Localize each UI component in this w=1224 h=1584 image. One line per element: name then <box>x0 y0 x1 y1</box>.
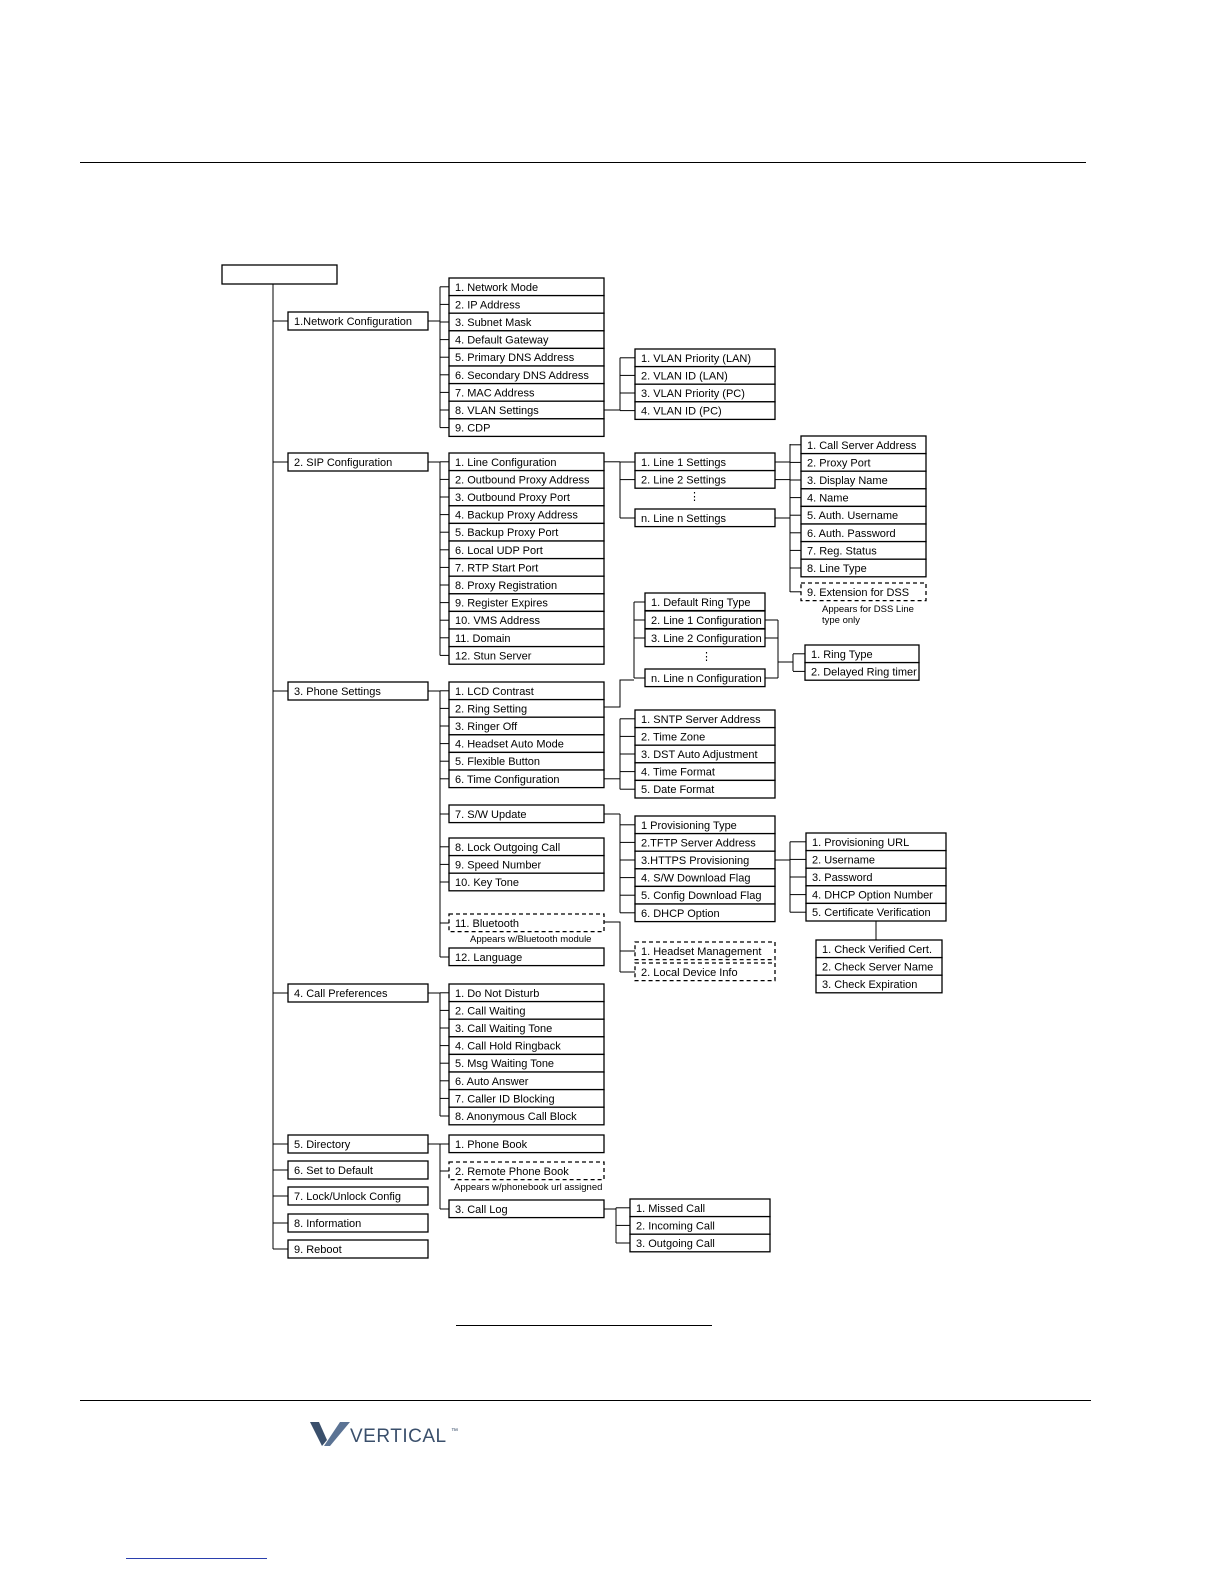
menu-item-4-default-gateway <box>449 331 604 349</box>
menu-item-label: 1. Network Mode <box>455 281 539 294</box>
menu-item-label: 8. Information <box>294 1218 362 1230</box>
menu-item-6-auto-answer <box>449 1072 604 1090</box>
menu-item-label: n. Line n Settings <box>641 512 727 525</box>
menu-item-n-line-n-settings <box>635 509 775 527</box>
remote-phonebook-note: Appears w/phonebook url assigned <box>454 1182 603 1193</box>
menu-item-10-vms-address <box>449 611 604 629</box>
menu-item-1-provisioning-type <box>635 816 775 834</box>
dss-note-line2: type only <box>822 615 861 626</box>
menu-item-label: 1. Check Verified Cert. <box>822 943 933 956</box>
menu-item-label: 1. Provisioning URL <box>812 836 910 849</box>
menu-item-1-headset-management <box>635 942 775 960</box>
menu-item-1-call-server-address <box>801 436 926 454</box>
menu-item-8-anonymous-call-block <box>449 1107 604 1125</box>
menu-item-label: 1. Do Not Disturb <box>455 987 540 1000</box>
menu-item-2-incoming-call <box>630 1217 770 1235</box>
menu-item-label: 2. SIP Configuration <box>294 457 393 469</box>
menu-item-label: 3. Outbound Proxy Port <box>455 492 570 504</box>
menu-item-5-primary-dns-address <box>449 348 604 366</box>
menu-item-label: 12. Stun Server <box>455 650 532 663</box>
menu-item-1-do-not-disturb <box>449 984 604 1002</box>
menu-item-label: 3. Subnet Mask <box>455 317 532 329</box>
menu-item-label: 2. Incoming Call <box>636 1220 715 1233</box>
menu-item-label: 2. Delayed Ring timer <box>811 666 917 679</box>
menu-item-label: 7. RTP Start Port <box>455 562 539 575</box>
menu-item-8-vlan-settings <box>449 401 604 419</box>
menu-item-label: 2. Line 2 Settings <box>641 474 727 487</box>
ellipsis-mark: ⋮ <box>701 651 712 663</box>
menu-item-2-proxy-port <box>801 454 926 472</box>
menu-item-12-language <box>449 948 604 966</box>
menu-item-label: 9. Register Expires <box>455 597 548 610</box>
menu-item-label: 2. Remote Phone Book <box>455 1165 569 1178</box>
menu-item-7-mac-address <box>449 384 604 402</box>
menu-item-label: 4. Headset Auto Mode <box>455 738 564 751</box>
menu-item-label: 1. Ring Type <box>811 648 873 661</box>
menu-item-3-subnet-mask <box>449 313 604 331</box>
menu-item-6-secondary-dns-address <box>449 366 604 384</box>
menu-item-label: 8. Proxy Registration <box>455 580 558 592</box>
menu-item-1-network-configuration <box>288 312 428 330</box>
menu-item-2-time-zone <box>635 728 775 746</box>
menu-item-label: 4. Name <box>807 492 849 505</box>
menu-item-7-reg-status <box>801 542 926 560</box>
menu-item-label: 5. Primary DNS Address <box>455 352 575 365</box>
menu-item-label: 5. Auth. Username <box>807 510 899 523</box>
menu-item-label: 2.TFTP Server Address <box>641 837 756 850</box>
menu-item-label: 4. VLAN ID (PC) <box>641 405 722 418</box>
menu-item-label: 5. Certificate Verification <box>812 907 931 920</box>
menu-item-5-msg-waiting-tone <box>449 1054 604 1072</box>
menu-item-3-outgoing-call <box>630 1234 770 1252</box>
menu-item-5-directory <box>288 1135 428 1153</box>
menu-item-label: 11. Bluetooth <box>455 917 520 930</box>
menu-item-2-remote-phone-book <box>449 1162 604 1180</box>
menu-item-8-proxy-registration <box>449 576 604 594</box>
menu-item-3-display-name <box>801 471 926 489</box>
menu-item-label: 2. Call Waiting <box>455 1005 526 1018</box>
menu-item-9-reboot <box>288 1240 428 1258</box>
menu-item-label: 2. Outbound Proxy Address <box>455 474 590 487</box>
menu-item-3-check-expiration <box>816 975 942 993</box>
menu-item-label: 1. VLAN Priority (LAN) <box>641 352 752 365</box>
menu-item-7-caller-id-blocking <box>449 1090 604 1108</box>
menu-item-label: 8. Lock Outgoing Call <box>455 841 561 854</box>
menu-item-label: 2. Local Device Info <box>641 966 738 979</box>
menu-item-label: 7. Lock/Unlock Config <box>294 1191 401 1203</box>
menu-item-5-certificate-verification <box>806 903 946 921</box>
menu-item-6-auth-password <box>801 524 926 542</box>
menu-item-9-cdp <box>449 419 604 437</box>
menu-item-2-ip-address <box>449 296 604 314</box>
menu-item-4-call-preferences <box>288 984 428 1002</box>
menu-item-label: 8. VLAN Settings <box>455 405 539 417</box>
menu-item-4-dhcp-option-number <box>806 886 946 904</box>
menu-item-7-s-w-update <box>449 805 604 823</box>
menu-item-label: 2. Username <box>812 854 875 867</box>
menu-item-5-config-download-flag <box>635 886 775 904</box>
caption-underline <box>456 1325 712 1326</box>
bottom-link-underline <box>126 1558 267 1559</box>
menu-item-6-set-to-default <box>288 1161 428 1179</box>
menu-item-9-register-expires <box>449 594 604 612</box>
menu-item-1-check-verified-cert <box>816 940 942 958</box>
menu-item-label: 3. Display Name <box>807 475 888 487</box>
menu-item-3-phone-settings <box>288 682 428 700</box>
menu-item-label: 12. Language <box>455 951 523 964</box>
menu-item-4-name <box>801 489 926 507</box>
menu-item-1-phone-book <box>449 1135 604 1153</box>
menu-item-label: 6. Auto Answer <box>455 1075 529 1088</box>
menu-item-label: 1. Call Server Address <box>807 439 917 452</box>
menu-item-3-ringer-off <box>449 717 604 735</box>
menu-item-6-time-configuration <box>449 770 604 788</box>
menu-item-undefined <box>222 265 337 284</box>
menu-item-8-lock-outgoing-call <box>449 838 604 856</box>
menu-item-label: 3. Call Waiting Tone <box>455 1023 553 1035</box>
menu-item-label: 9. Speed Number <box>455 859 542 872</box>
menu-item-3-vlan-priority-pc <box>635 384 775 402</box>
menu-item-label: 1. Headset Management <box>641 945 762 958</box>
menu-item-label: 5. Backup Proxy Port <box>455 527 559 540</box>
menu-item-5-auth-username <box>801 506 926 524</box>
menu-item-label: 3.HTTPS Provisioning <box>641 855 750 867</box>
menu-item-label: 6. Auth. Password <box>807 527 896 540</box>
menu-item-2-vlan-id-lan <box>635 367 775 385</box>
menu-item-3-https-provisioning <box>635 851 775 869</box>
menu-item-label: 2. Line 1 Configuration <box>651 614 762 627</box>
menu-item-2-call-waiting <box>449 1002 604 1020</box>
footer-rule <box>80 1400 1091 1401</box>
menu-item-label: 5. Date Format <box>641 784 715 797</box>
menu-item-label: 3. Call Log <box>455 1203 508 1216</box>
menu-item-2-username <box>806 851 946 869</box>
menu-item-label: n. Line n Configuration <box>651 672 762 685</box>
menu-item-3-line-2-configuration <box>645 629 765 647</box>
menu-item-5-date-format <box>635 780 775 798</box>
menu-item-label: 4. Backup Proxy Address <box>455 509 578 522</box>
menu-item-label: 3. Check Expiration <box>822 979 918 991</box>
menu-item-7-rtp-start-port <box>449 559 604 577</box>
menu-item-1-ring-type <box>805 645 919 663</box>
menu-item-2-outbound-proxy-address <box>449 471 604 489</box>
menu-item-3-dst-auto-adjustment <box>635 745 775 763</box>
menu-item-3-call-waiting-tone <box>449 1019 604 1037</box>
menu-item-label: 6. Local UDP Port <box>455 544 543 557</box>
bluetooth-note: Appears w/Bluetooth module <box>470 934 592 945</box>
menu-item-2-local-device-info <box>635 963 775 981</box>
menu-item-4-vlan-id-pc <box>635 402 775 420</box>
menu-item-label: 5. Msg Waiting Tone <box>455 1058 555 1071</box>
menu-item-1-sntp-server-address <box>635 710 775 728</box>
menu-item-label: 3. Line 2 Configuration <box>651 632 762 645</box>
menu-item-10-key-tone <box>449 873 604 891</box>
menu-item-3-outbound-proxy-port <box>449 488 604 506</box>
menu-item-label: 9. Reboot <box>294 1244 342 1256</box>
menu-item-1-line-configuration <box>449 453 604 471</box>
menu-item-label: 1. Missed Call <box>636 1202 706 1215</box>
menu-item-label: 3. Ringer Off <box>455 721 518 733</box>
menu-item-2-tftp-server-address <box>635 834 775 852</box>
menu-item-5-flexible-button <box>449 752 604 770</box>
menu-item-9-speed-number <box>449 856 604 874</box>
menu-item-4-headset-auto-mode <box>449 735 604 753</box>
menu-item-label: 2. Ring Setting <box>455 703 528 716</box>
menu-item-1-vlan-priority-lan <box>635 349 775 367</box>
menu-item-5-backup-proxy-port <box>449 523 604 541</box>
menu-item-4-time-format <box>635 763 775 781</box>
menu-item-label: 6. Set to Default <box>294 1165 373 1177</box>
menu-item-label: 10. VMS Address <box>455 615 540 628</box>
vertical-logo-text: VERTICAL <box>350 1426 447 1447</box>
menu-item-label: 2. Time Zone <box>641 731 706 744</box>
menu-item-label: 4. Call Hold Ringback <box>455 1040 561 1053</box>
menu-item-1-missed-call <box>630 1199 770 1217</box>
menu-item-label: 4. S/W Download Flag <box>641 872 751 885</box>
menu-item-2-ring-setting <box>449 700 604 718</box>
menu-item-4-call-hold-ringback <box>449 1037 604 1055</box>
menu-item-label: 1. SNTP Server Address <box>641 713 761 726</box>
menu-item-label: 5. Config Download Flag <box>641 890 762 903</box>
menu-item-label: 3. VLAN Priority (PC) <box>641 388 745 400</box>
menu-item-2-line-1-configuration <box>645 611 765 629</box>
menu-item-label: 4. Time Format <box>641 766 715 779</box>
menu-item-label: 2. VLAN ID (LAN) <box>641 370 728 383</box>
ellipsis-mark: ⋮ <box>689 491 700 503</box>
menu-item-12-stun-server <box>449 647 604 665</box>
menu-item-label: 1. Line 1 Settings <box>641 456 727 469</box>
menu-item-label: 2. IP Address <box>455 299 521 312</box>
menu-item-label: 2. Check Server Name <box>822 961 934 974</box>
menu-item-3-call-log <box>449 1200 604 1218</box>
menu-item-label: 7. S/W Update <box>455 808 527 821</box>
menu-item-11-domain <box>449 629 604 647</box>
menu-item-label: 3. Phone Settings <box>294 686 381 698</box>
menu-item-label: 10. Key Tone <box>455 877 520 889</box>
menu-item-n-line-n-configuration <box>645 669 765 687</box>
menu-item-2-sip-configuration <box>288 453 428 471</box>
menu-item-7-lock-unlock-config <box>288 1187 428 1205</box>
vertical-logo-mark-icon <box>310 1420 350 1448</box>
menu-item-label: 3. Outgoing Call <box>636 1238 715 1250</box>
menu-item-9-extension-for-dss <box>801 583 926 601</box>
trademark-mark: ™ <box>451 1428 458 1435</box>
menu-item-label: 11. Domain <box>455 632 511 645</box>
menu-item-1-default-ring-type <box>645 593 765 611</box>
vertical-logo <box>310 1420 470 1452</box>
menu-item-label: 7. Caller ID Blocking <box>455 1093 555 1106</box>
menu-item-label: 6. Time Configuration <box>455 773 560 786</box>
menu-item-label: 3. DST Auto Adjustment <box>641 749 758 761</box>
menu-item-label: 8. Line Type <box>807 563 867 575</box>
menu-item-label: 7. Reg. Status <box>807 545 877 558</box>
menu-item-2-line-2-settings <box>635 471 775 489</box>
menu-item-label: 1. Line Configuration <box>455 456 557 469</box>
menu-item-label: 2. Proxy Port <box>807 457 871 470</box>
menu-item-label: 5. Directory <box>294 1139 351 1151</box>
menu-item-label: 9. CDP <box>455 422 491 435</box>
menu-item-3-password <box>806 868 946 886</box>
menu-item-8-line-type <box>801 559 926 577</box>
menu-item-label: 9. Extension for DSS <box>807 586 910 599</box>
menu-item-6-dhcp-option <box>635 904 775 922</box>
menu-item-2-delayed-ring-timer <box>805 663 919 681</box>
menu-item-8-information <box>288 1214 428 1232</box>
menu-item-label: 1.Network Configuration <box>294 316 413 328</box>
menu-item-label: 3. Password <box>812 872 873 884</box>
menu-item-2-check-server-name <box>816 958 942 976</box>
menu-item-label: 1 Provisioning Type <box>641 819 737 832</box>
menu-item-1-provisioning-url <box>806 833 946 851</box>
menu-item-label: 7. MAC Address <box>455 387 535 400</box>
menu-item-label: 5. Flexible Button <box>455 756 540 769</box>
dss-note-line1: Appears for DSS Line <box>822 604 914 615</box>
menu-item-1-network-mode <box>449 278 604 296</box>
menu-item-label: 1. Default Ring Type <box>651 596 751 609</box>
menu-item-1-line-1-settings <box>635 453 775 471</box>
menu-item-label: 1. LCD Contrast <box>455 685 534 698</box>
menu-item-label: 6. Secondary DNS Address <box>455 369 589 382</box>
menu-item-1-lcd-contrast <box>449 682 604 700</box>
menu-item-4-s-w-download-flag <box>635 869 775 887</box>
menu-item-label: 4. DHCP Option Number <box>812 889 933 902</box>
menu-item-label: 1. Phone Book <box>455 1138 528 1151</box>
menu-item-11-bluetooth <box>449 914 604 932</box>
menu-item-label: 8. Anonymous Call Block <box>455 1111 577 1123</box>
menu-item-4-backup-proxy-address <box>449 506 604 524</box>
menu-item-6-local-udp-port <box>449 541 604 559</box>
menu-boxes <box>222 265 946 1258</box>
menu-item-label: 6. DHCP Option <box>641 907 720 920</box>
menu-item-label: 4. Default Gateway <box>455 334 549 347</box>
menu-item-label: 4. Call Preferences <box>294 988 388 1000</box>
